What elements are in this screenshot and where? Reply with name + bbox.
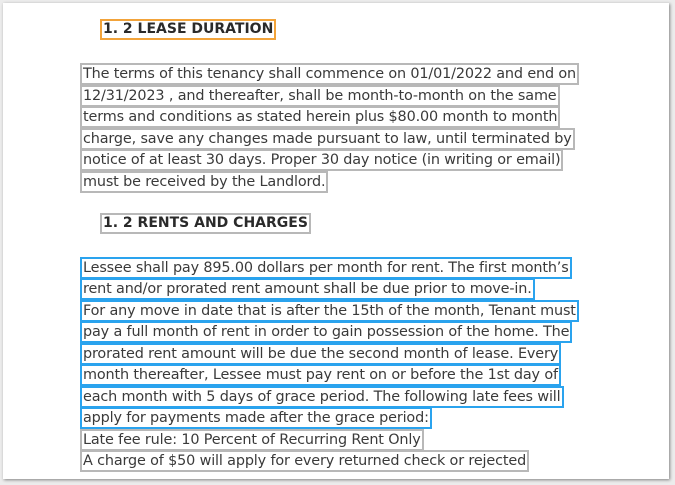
text-line: month thereafter, Lessee must pay rent on or before the 1st day of bbox=[80, 364, 561, 386]
text-line: each month with 5 days of grace period. The following late fees will bbox=[80, 386, 564, 408]
rents-and-charges-heading: 1. 2 RENTS AND CHARGES bbox=[100, 213, 311, 234]
text-line: 12/31/2023 , and thereafter, shall be month-to-month on the same bbox=[80, 85, 560, 107]
text-line: Lessee shall pay 895.00 dollars per month for rent. The first month’s bbox=[80, 257, 572, 279]
text-line: A charge of $50 will apply for every returned check or rejected bbox=[80, 450, 529, 472]
text-line: rent and/or prorated rent amount shall be due prior to move-in. bbox=[80, 278, 535, 300]
lease-duration-heading: 1. 2 LEASE DURATION bbox=[100, 19, 276, 40]
text-line: prorated rent amount will be due the second month of lease. Every bbox=[80, 343, 561, 365]
text-line: must be received by the Landlord. bbox=[80, 171, 328, 193]
document-page bbox=[3, 3, 669, 479]
text-line: Late fee rule: 10 Percent of Recurring Rent Only bbox=[80, 429, 424, 451]
text-line: notice of at least 30 days. Proper 30 day notice (in writing or email) bbox=[80, 149, 563, 171]
text-line: apply for payments made after the grace period: bbox=[80, 407, 432, 429]
text-line: The terms of this tenancy shall commence on 01/01/2022 and end on bbox=[80, 63, 579, 85]
text-line: pay a full month of rent in order to gain possession of the home. The bbox=[80, 321, 572, 343]
text-line: For any move in date that is after the 15th of the month, Tenant must bbox=[80, 300, 579, 322]
text-line: charge, save any changes made pursuant to law, until terminated by bbox=[80, 128, 575, 150]
text-line: terms and conditions as stated herein plus $80.00 month to month bbox=[80, 106, 560, 128]
